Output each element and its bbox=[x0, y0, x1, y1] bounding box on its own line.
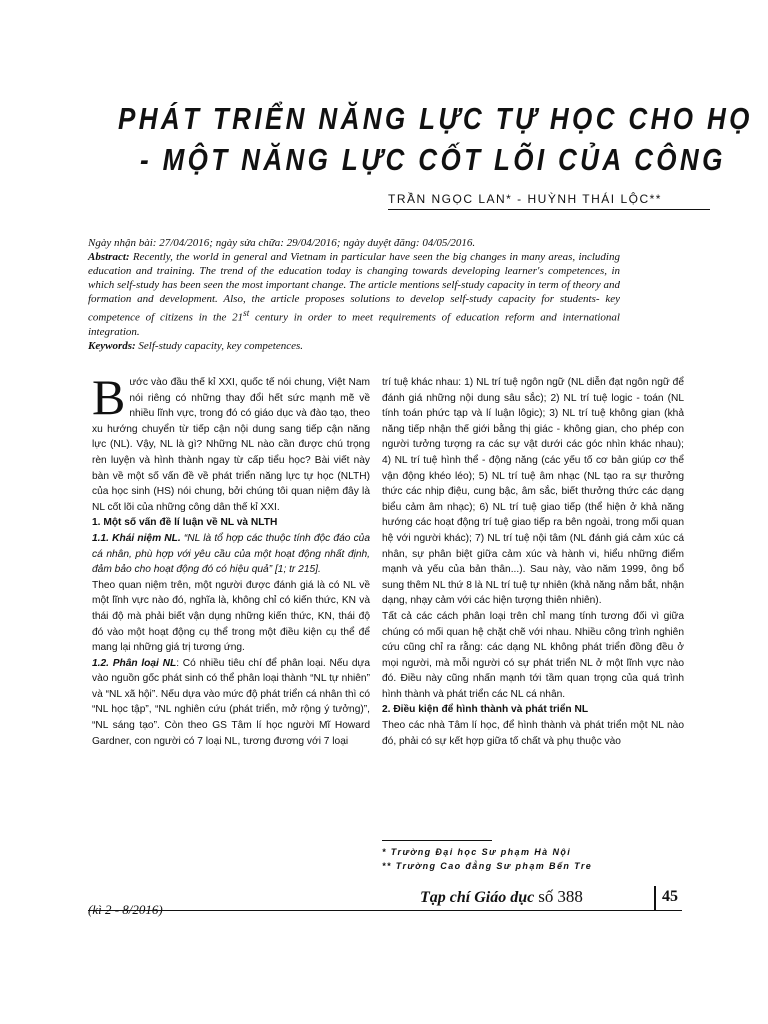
section-1-2-heading: 1.2. Phân loại NL bbox=[92, 657, 177, 669]
footer-divider bbox=[654, 886, 656, 910]
section-1-2-paragraph bbox=[92, 656, 370, 750]
left-column bbox=[92, 369, 370, 749]
abstract-text-2: century in order to meet requirements of education reform and international integration. bbox=[88, 311, 620, 338]
section-1-heading: 1. Một số vấn đề lí luận về NL và NLTH bbox=[92, 517, 278, 529]
authors: TRẦN NGỌC LAN* - HUỲNH THÁI LỘC** bbox=[388, 192, 662, 206]
intro-paragraph bbox=[92, 369, 370, 515]
received-dates: Ngày nhận bài: 27/04/2016; ngày sửa chữa: 29/04/2016; ngày duyệt đăng: 04/05/2016. bbox=[88, 237, 476, 249]
body-paragraph: Tất cả các cách phân loại trên chỉ mang tính tương đối vì giữa chúng có mối quan hệ chặt chẽ với nhau. Nhiều công trình nghiên cứu cũng chỉ ra rằng: các dạng NL không phát triển đồng đều ở mọi người, mà mỗi người có sự phát triển NL ở một lĩnh vực nào đó. Điều này cũng nhấn mạnh tới tầm quan trọng của quá trình hình thành và phát triển các NL cá nhân. bbox=[382, 610, 684, 700]
drop-cap: B bbox=[92, 369, 126, 425]
section-1-1-heading: 1.1. Khái niệm NL. bbox=[92, 532, 181, 544]
body-paragraph: Theo các nhà Tâm lí học, để hình thành và phát triển một NL nào đó, phải có sự kết hợp giữa tố chất và phụ thuộc vào bbox=[382, 720, 684, 747]
footnote-2: ** Trường Cao đẳng Sư phạm Bến Tre bbox=[382, 861, 593, 871]
journal-name bbox=[420, 887, 583, 907]
body-paragraph: trí tuệ khác nhau: 1) NL trí tuệ ngôn ngữ (NL diễn đạt ngôn ngữ để đánh giá những nội dung sâu sắc); 2) NL trí tuệ logic - toán (NL tính toán phức tạp và lí luận lôgic); 3) NL trí tuệ không gian (khả năng tiếp nhận thế giới bằng thị giác - không gian, cho phép con người tưởng tượng ra các sự vật dưới các góc nhìn khác nhau); 4) NL trí tuệ hình thể - động năng (các yếu tố cơ bản giúp cơ thể vận động khéo léo); 5) NL trí tuệ âm nhạc (NL tạo ra sự thưởng thức các nhịp điệu, cung bậc, âm sắc, biết thưởng thức các dạng biểu cảm âm nhạc); 6) NL trí tuệ giao tiếp (thể hiện ở khả năng hướng các hoạt động trí tuệ giao tiếp ra bên ngoài, trong mối quan hệ với người khác); 7) NL trí tuệ nội tâm (NL đánh giá cảm xúc cá nhân, sự phân biệt giữa cảm xúc và hành vi, hiểu những điểm mạnh và yếu của bản thân...). Sau này, vào năm 1999, ông bổ sung thêm NL thứ 8 là NL trí tuệ tự nhiên (khả năng nắm bắt, nhận dạng, nhạy cảm với các hiện tượng thiên nhiên). bbox=[382, 377, 684, 607]
title-line-1: PHÁT TRIỂN NĂNG LỰC TỰ HỌC CHO HỌ bbox=[118, 101, 753, 136]
abstract-sup: st bbox=[243, 308, 250, 318]
abstract-text-1: Recently, the world in general and Vietnam in particular have seen the big changes in many areas, including education and training. The trend of the education today is changing towards developing learner's competences, in which self-study has been seen the most important change. The article mentions self-study capacity in term of theory and formation and development. Also, the article proposes solutions to develop self-study capacity for students- key competence of citizens in the 21 bbox=[88, 251, 620, 324]
footnote-1: * Trường Đại học Sư phạm Hà Nội bbox=[382, 847, 572, 857]
keywords bbox=[88, 339, 620, 353]
journal-title: Tạp chí Giáo dục bbox=[420, 889, 535, 906]
issue-number: 388 bbox=[557, 887, 583, 906]
abstract-label: Abstract: bbox=[88, 251, 130, 263]
footnote-rule bbox=[382, 840, 492, 841]
section-2-heading: 2. Điều kiện để hình thành và phát triển NL bbox=[382, 704, 589, 716]
issue-so-label: số bbox=[538, 887, 554, 906]
section-1-1-paragraph bbox=[92, 531, 370, 578]
abstract-block bbox=[88, 236, 620, 353]
keywords-text: Self-study capacity, key competences. bbox=[135, 339, 304, 352]
right-column bbox=[382, 375, 684, 749]
body-paragraph: Theo quan niệm trên, một người được đánh giá là có NL về một lĩnh vực nào đó, nghĩa là, không chỉ có kiến thức, KN và thái độ mà phải biết vận dụng những kiến thức, KN, thái độ đó vào một hoạt động cụ thể trong một điều kiện cụ thể để mang lại những giá trị tương ứng. bbox=[92, 579, 370, 654]
footer-rule bbox=[88, 910, 682, 911]
issue-label: (kì 2 - 8/2016) bbox=[88, 902, 163, 917]
footnotes bbox=[382, 845, 592, 873]
authors-underline bbox=[388, 209, 710, 210]
page-number: 45 bbox=[662, 888, 678, 905]
abstract-paragraph bbox=[88, 250, 620, 339]
intro-text: ước vào đầu thế kỉ XXI, quốc tế nói chung, Việt Nam nói riêng có những thay đổi hết sức mạnh mẽ về nhiều lĩnh vực, trong đó có giáo dục và đào tạo, theo xu hướng chuyển từ tiếp cận nội dung sang tiếp cận năng lực (NL). Vậy, NL là gì? Những NL nào cần được chú trọng rèn luyện và hình thành ngay từ cấp tiểu học? Bài viết này bàn về một số vấn đề về phát triển năng lực tự học (NLTH) của học sinh (HS) nói chung, bởi chúng tôi quan niệm đây là NL cốt lõi của những công dân thế kỉ XXI. bbox=[92, 377, 370, 513]
keywords-label: Keywords: bbox=[88, 339, 136, 352]
competence-definition: “NL là tổ hợp các thuộc tính độc đáo của cá nhân, phù hợp với yêu cầu của một hoạt động nhất định, đảm bảo cho hoạt động đó có hiệu quả” [1; tr 215]. bbox=[92, 532, 370, 576]
title-line-2: - MỘT NĂNG LỰC CỐT LÕI CỦA CÔNG bbox=[140, 142, 726, 177]
section-1-2-text: : Có nhiều tiêu chí để phân loại. Nếu dựa vào nguồn gốc phát sinh có thể phân loại thành “NL tự nhiên” và “NL xã hội”. Nếu dựa vào mức độ phát triển cá nhân thì có “NL học tập”, “NL nghiên cứu (phát triển, mở rộng ý tưởng)”, “NL sáng tạo”. Còn theo GS Tâm lí học người Mĩ Howard Gardner, con người có 7 loại NL, tương đương với 7 loại bbox=[92, 657, 370, 747]
